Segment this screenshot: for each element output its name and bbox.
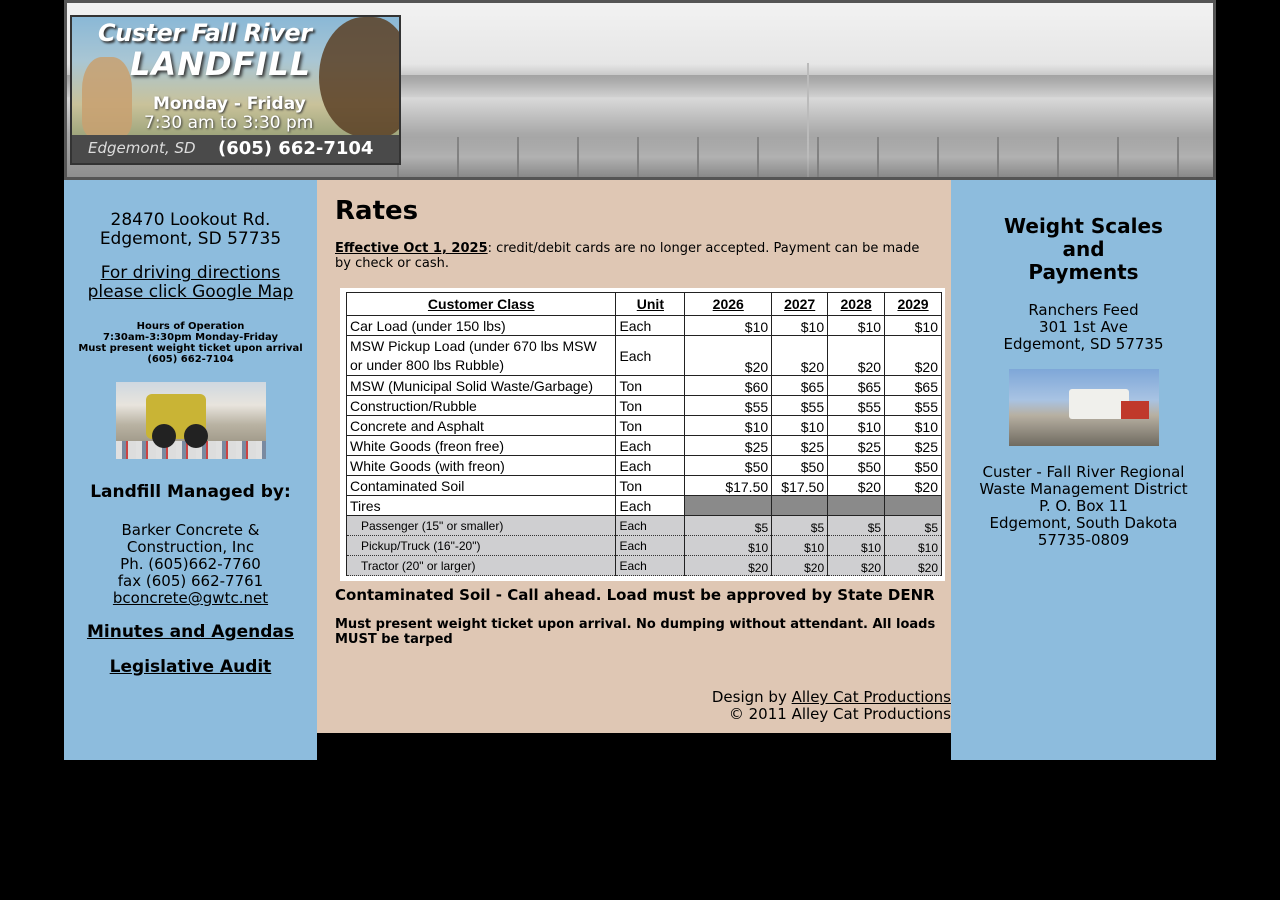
logo-title-line2: LANDFILL — [130, 45, 312, 83]
logo-town: Edgemont, SD — [88, 139, 196, 157]
rate-cell-2029: $50 — [885, 456, 942, 476]
rate-cell-2029: $20 — [885, 556, 942, 576]
customer-class-cell: Concrete and Asphalt — [347, 416, 616, 436]
table-row — [347, 456, 942, 476]
address-line1: 28470 Lookout Rd. — [110, 210, 271, 230]
unit-cell: Ton — [616, 476, 685, 496]
unit-cell: Each — [616, 336, 685, 376]
customer-class-cell: Tires — [347, 496, 616, 516]
rate-cell-2027: $50 — [772, 456, 828, 476]
left-sidebar — [64, 180, 317, 760]
rate-cell-2027: $20 — [772, 556, 828, 576]
effective-date: Effective Oct 1, 2025 — [335, 241, 488, 256]
manager-contact — [64, 522, 317, 607]
customer-class-cell: Car Load (under 150 lbs) — [347, 316, 616, 336]
rate-cell-2026: $20 — [685, 336, 772, 376]
company-fax: fax (605) 662-7761 — [117, 572, 264, 590]
header-customer-class: Customer Class — [347, 293, 616, 316]
logo-hours: 7:30 am to 3:30 pm — [144, 113, 314, 133]
landfill-compactor-image — [116, 382, 266, 459]
rate-cell-2026: $5 — [685, 516, 772, 536]
hours-of-operation — [64, 321, 317, 365]
customer-class-cell: White Goods (with freon) — [347, 456, 616, 476]
rate-cell-2028: $55 — [828, 396, 885, 416]
rate-cell-2027: $10 — [772, 416, 828, 436]
header-2027: 2027 — [772, 293, 828, 316]
rate-cell-2028: $20 — [828, 476, 885, 496]
notice-text: : credit/debit cards are no longer accepted. Payment can be made by check or cash. — [335, 241, 920, 271]
designer-link[interactable]: Alley Cat Productions — [791, 688, 951, 706]
table-row — [347, 516, 942, 536]
contaminated-soil-note: Contaminated Soil - Call ahead. Load must be approved by State DENR — [335, 586, 935, 604]
table-row — [347, 496, 942, 516]
header-2028: 2028 — [828, 293, 885, 316]
page-title: Rates — [335, 196, 419, 226]
rate-cell-2027 — [772, 496, 828, 516]
customer-class-cell: Tractor (20" or larger) — [347, 556, 616, 576]
rate-cell-2026: $60 — [685, 376, 772, 396]
customer-class-cell: Passenger (15" or smaller) — [347, 516, 616, 536]
rate-cell-2026 — [685, 496, 772, 516]
rate-cell-2029: $5 — [885, 516, 942, 536]
unit-cell: Ton — [616, 376, 685, 396]
company-phone: Ph. (605)662-7760 — [120, 555, 261, 573]
rate-cell-2026: $25 — [685, 436, 772, 456]
unit-cell: Ton — [616, 396, 685, 416]
payment-notice — [335, 241, 939, 271]
rate-cell-2028: $20 — [828, 336, 885, 376]
header-banner — [64, 0, 1216, 180]
rate-cell-2029 — [885, 496, 942, 516]
main-content — [317, 180, 951, 733]
rates-table — [346, 292, 942, 576]
weight-scales-title-line2: and — [1062, 237, 1105, 261]
antelope-image — [82, 57, 132, 137]
rate-cell-2028: $65 — [828, 376, 885, 396]
design-prefix: Design by — [711, 688, 792, 706]
weight-scales-title-line3: Payments — [1028, 260, 1139, 284]
table-row — [347, 416, 942, 436]
rate-cell-2028: $25 — [828, 436, 885, 456]
logo-days: Monday - Friday — [153, 94, 306, 114]
table-row — [347, 436, 942, 456]
table-row — [347, 476, 942, 496]
bison-image — [319, 17, 401, 137]
unit-cell: Ton — [616, 416, 685, 436]
google-map-link[interactable]: For driving directions please click Google Map — [87, 263, 294, 302]
district-line1: Custer - Fall River Regional — [982, 463, 1185, 481]
customer-class-cell: Construction/Rubble — [347, 396, 616, 416]
unit-cell: Each — [616, 556, 685, 576]
rate-cell-2029: $25 — [885, 436, 942, 456]
scale-location-city: Edgemont, SD 57735 — [1003, 335, 1164, 353]
weight-scales-heading — [951, 215, 1216, 284]
rate-cell-2026: $17.50 — [685, 476, 772, 496]
header-2026: 2026 — [685, 293, 772, 316]
unit-cell: Each — [616, 456, 685, 476]
rate-cell-2029: $20 — [885, 476, 942, 496]
scale-location — [951, 302, 1216, 353]
weight-scales-title-line1: Weight Scales — [1004, 214, 1163, 238]
logo-title-line1: Custer Fall River — [98, 19, 312, 47]
rates-table-image — [340, 288, 945, 581]
rate-cell-2027: $55 — [772, 396, 828, 416]
rate-cell-2029: $10 — [885, 316, 942, 336]
rate-cell-2029: $10 — [885, 416, 942, 436]
rate-cell-2029: $20 — [885, 336, 942, 376]
rate-cell-2028 — [828, 496, 885, 516]
customer-class-cell: Pickup/Truck (16"-20") — [347, 536, 616, 556]
landfill-logo — [70, 15, 401, 165]
rate-cell-2026: $55 — [685, 396, 772, 416]
company-name: Barker Concrete & Construction, Inc — [121, 521, 260, 556]
unit-cell: Each — [616, 516, 685, 536]
minutes-agendas-link[interactable]: Minutes and Agendas — [86, 622, 295, 642]
rate-cell-2027: $10 — [772, 536, 828, 556]
hours-heading: Hours of Operation — [136, 321, 245, 332]
rate-cell-2027: $5 — [772, 516, 828, 536]
rate-cell-2026: $10 — [685, 416, 772, 436]
right-sidebar — [951, 180, 1216, 760]
header-unit: Unit — [616, 293, 685, 316]
address-line2: Edgemont, SD 57735 — [99, 229, 282, 249]
district-city: Edgemont, South Dakota 57735-0809 — [989, 514, 1178, 549]
district-po-box: P. O. Box 11 — [1039, 497, 1128, 515]
rate-cell-2028: $20 — [828, 556, 885, 576]
hours-phone: (605) 662-7104 — [147, 354, 234, 365]
hours-notice: Must present weight ticket upon arrival — [78, 343, 303, 354]
rate-cell-2028: $10 — [828, 536, 885, 556]
rate-cell-2027: $17.50 — [772, 476, 828, 496]
table-row — [347, 536, 942, 556]
header-2029: 2029 — [885, 293, 942, 316]
rate-cell-2027: $20 — [772, 336, 828, 376]
rate-cell-2026: $50 — [685, 456, 772, 476]
rate-cell-2026: $10 — [685, 536, 772, 556]
table-row — [347, 396, 942, 416]
logo-phone: (605) 662-7104 — [218, 138, 374, 159]
rate-cell-2028: $10 — [828, 416, 885, 436]
weight-ticket-note: Must present weight ticket upon arrival. No dumping without attendant. All loads MUST be tarped — [335, 617, 936, 647]
rate-cell-2027: $10 — [772, 316, 828, 336]
garbage-truck-image — [1009, 369, 1159, 446]
rate-cell-2028: $10 — [828, 316, 885, 336]
rate-cell-2029: $55 — [885, 396, 942, 416]
table-row — [347, 336, 942, 376]
unit-cell: Each — [616, 536, 685, 556]
managed-by-heading: Landfill Managed by: — [90, 482, 291, 502]
rate-cell-2028: $5 — [828, 516, 885, 536]
table-row — [347, 316, 942, 336]
rate-cell-2026: $20 — [685, 556, 772, 576]
customer-class-cell: MSW (Municipal Solid Waste/Garbage) — [347, 376, 616, 396]
district-line2: Waste Management District — [979, 480, 1188, 498]
rate-cell-2029: $65 — [885, 376, 942, 396]
landfill-address — [64, 211, 317, 249]
company-email-link[interactable]: bconcrete@gwtc.net — [112, 589, 269, 607]
rate-cell-2027: $25 — [772, 436, 828, 456]
table-header-row — [347, 293, 942, 316]
scale-location-name: Ranchers Feed — [1028, 301, 1139, 319]
hours-time: 7:30am-3:30pm Monday-Friday — [103, 332, 278, 343]
table-row — [347, 556, 942, 576]
rate-cell-2026: $10 — [685, 316, 772, 336]
copyright: © 2011 Alley Cat Productions — [728, 705, 951, 723]
table-row — [347, 376, 942, 396]
customer-class-cell: MSW Pickup Load (under 670 lbs MSW or under 800 lbs Rubble) — [347, 336, 616, 376]
district-address — [951, 464, 1216, 549]
site-credits — [712, 689, 951, 723]
customer-class-cell: Contaminated Soil — [347, 476, 616, 496]
rate-cell-2028: $50 — [828, 456, 885, 476]
rate-cell-2029: $10 — [885, 536, 942, 556]
unit-cell: Each — [616, 436, 685, 456]
legislative-audit-link[interactable]: Legislative Audit — [109, 657, 272, 677]
rate-cell-2027: $65 — [772, 376, 828, 396]
customer-class-cell: White Goods (freon free) — [347, 436, 616, 456]
scale-location-street: 301 1st Ave — [1039, 318, 1128, 336]
unit-cell: Each — [616, 496, 685, 516]
unit-cell: Each — [616, 316, 685, 336]
